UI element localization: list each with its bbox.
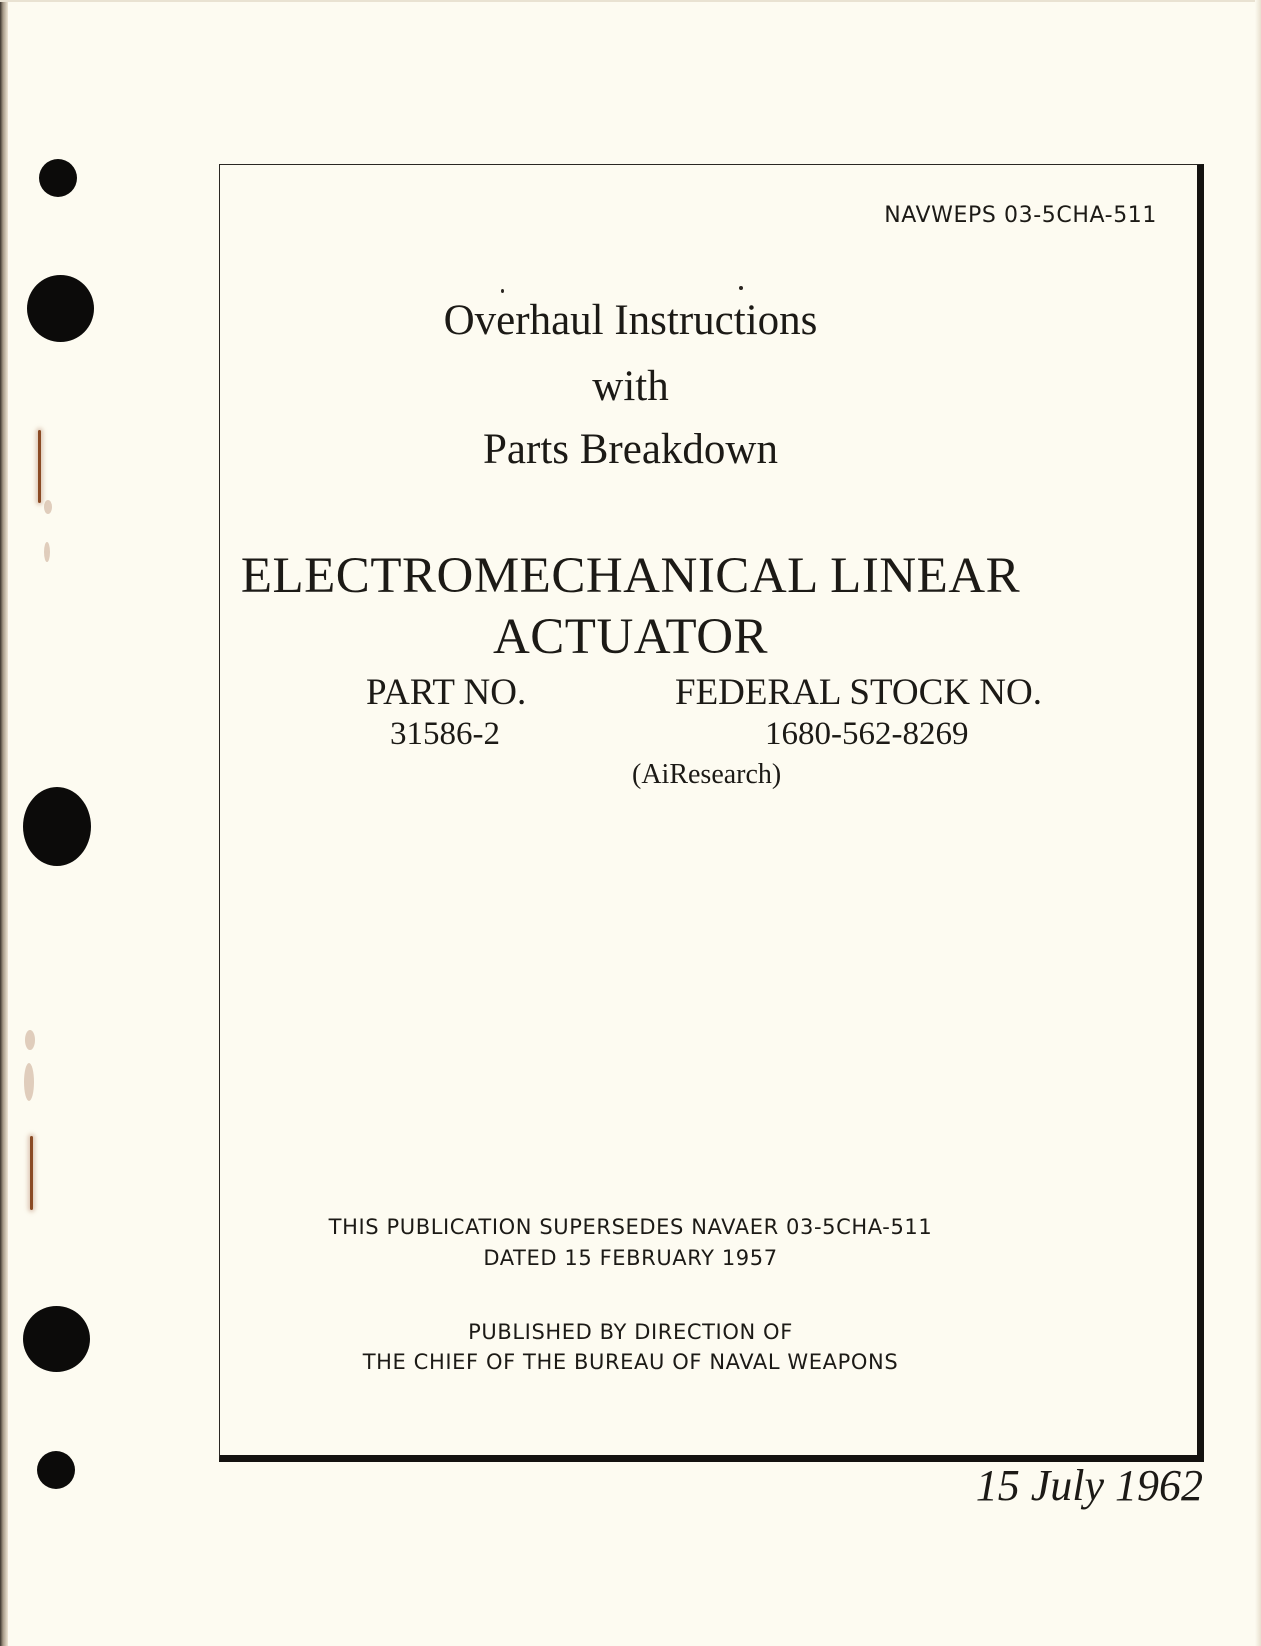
ink-speck [501, 289, 504, 293]
authority-line-1: PUBLISHED BY DIRECTION OF [468, 1320, 793, 1344]
ink-speck [739, 286, 743, 290]
staple-mark-icon [30, 1136, 33, 1210]
part-number-value: 31586-2 [390, 716, 500, 752]
rust-stain [25, 1030, 35, 1050]
title-line-2: with [592, 363, 669, 410]
punch-hole-icon [37, 1451, 75, 1489]
supersedes-line-1: THIS PUBLICATION SUPERSEDES NAVAER 03-5CHA-511 [328, 1215, 933, 1239]
page-top-edge [0, 0, 1261, 2]
manufacturer-name: (AiResearch) [632, 759, 782, 790]
title-line-3: Parts Breakdown [483, 426, 778, 473]
rust-stain [24, 1063, 34, 1101]
subject-line-1: ELECTROMECHANICAL LINEAR [240, 548, 1021, 604]
punch-hole-icon [23, 787, 91, 866]
federal-stock-label: FEDERAL STOCK NO. [675, 672, 1042, 713]
document-number: NAVWEPS 03-5CHA-511 [884, 203, 1157, 228]
federal-stock-value: 1680-562-8269 [765, 716, 969, 752]
page-right-edge [1255, 0, 1261, 1646]
title-line-1: Overhaul Instructions [443, 297, 818, 344]
punch-hole-icon [39, 159, 77, 197]
rust-stain [44, 500, 52, 514]
authority-line-2: THE CHIEF OF THE BUREAU OF NAVAL WEAPONS [362, 1350, 899, 1374]
supersedes-line-2: DATED 15 FEBRUARY 1957 [483, 1246, 778, 1270]
publication-date: 15 July 1962 [975, 1461, 1203, 1510]
part-number-label: PART NO. [366, 672, 527, 713]
subject-line-2: ACTUATOR [492, 609, 769, 665]
page-edge-shadow [0, 0, 8, 1646]
